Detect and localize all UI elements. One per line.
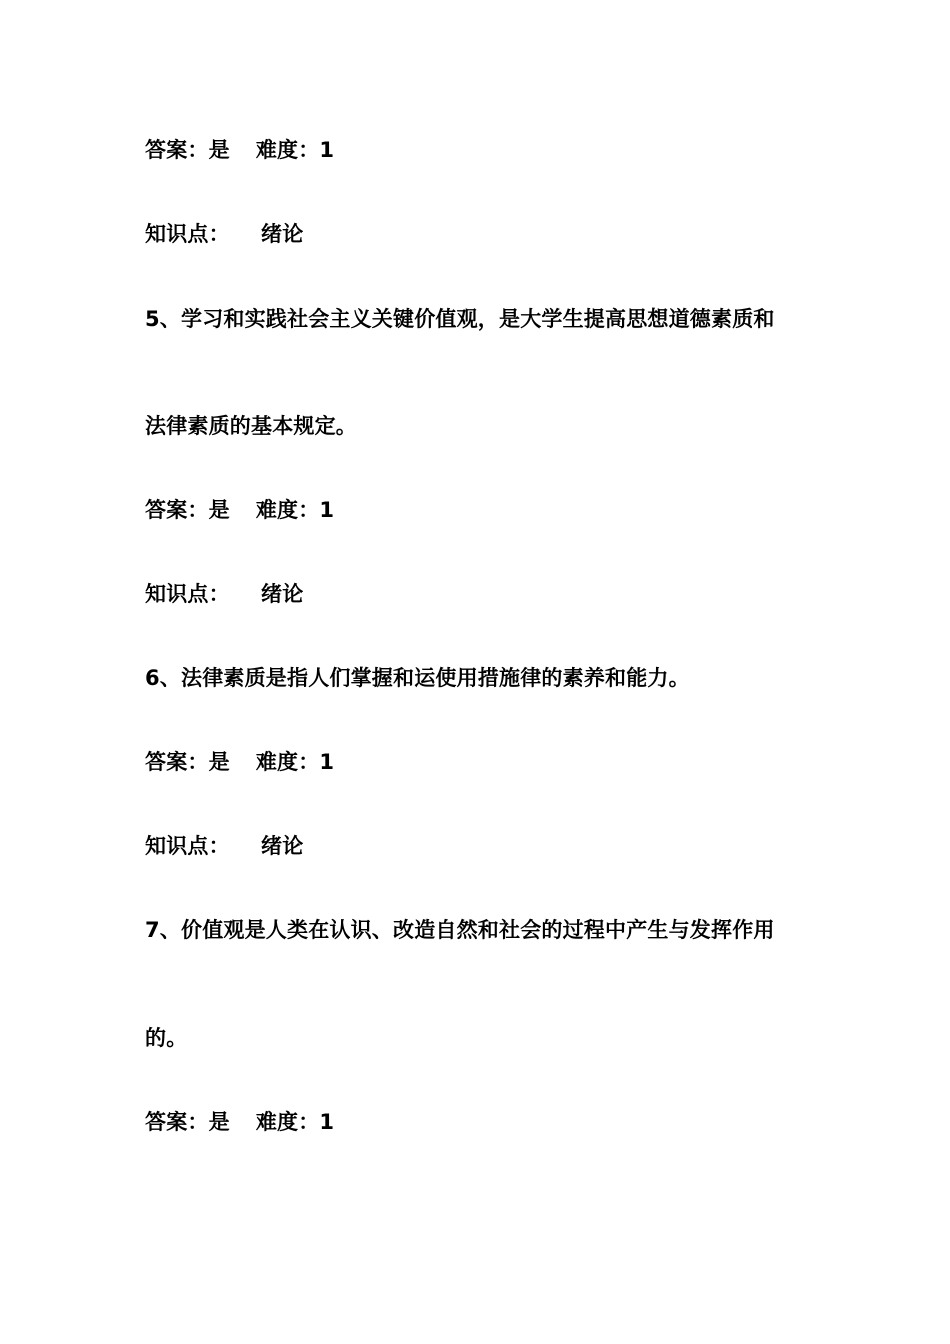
- answer-value: 是: [208, 498, 230, 522]
- difficulty-label: 难度：: [255, 1110, 320, 1134]
- answer-line: [145, 497, 334, 523]
- answer-line: [145, 1109, 334, 1135]
- question-text: 6、法律素质是指人们掌握和运使用措施律的素养和能力。: [145, 666, 690, 690]
- difficulty-label: 难度：: [255, 498, 320, 522]
- difficulty-value: 1: [319, 138, 335, 162]
- knowledge-point-label: 知识点：: [145, 222, 230, 246]
- answer-label: 答案：: [145, 498, 209, 522]
- difficulty-value: 1: [319, 750, 335, 774]
- difficulty-value: 1: [319, 1110, 335, 1134]
- answer-line: [145, 137, 334, 163]
- difficulty-label: 难度：: [255, 750, 320, 774]
- knowledge-point-line: [145, 833, 304, 859]
- answer-value: 是: [208, 138, 230, 162]
- knowledge-point-line: [145, 581, 304, 607]
- answer-value: 是: [208, 750, 230, 774]
- knowledge-point-label: 知识点：: [145, 582, 230, 606]
- knowledge-point-value: 绪论: [261, 582, 304, 606]
- answer-label: 答案：: [145, 750, 209, 774]
- knowledge-point-label: 知识点：: [145, 834, 230, 858]
- difficulty-value: 1: [319, 498, 335, 522]
- question-text-continued: 的。: [145, 1026, 188, 1050]
- answer-label: 答案：: [145, 138, 209, 162]
- knowledge-point-value: 绪论: [261, 834, 304, 858]
- difficulty-label: 难度：: [255, 138, 320, 162]
- question-text-continued: 法律素质的基本规定。: [145, 414, 357, 438]
- knowledge-point-value: 绪论: [261, 222, 304, 246]
- question-text: 7、价值观是人类在认识、改造自然和社会的过程中产生与发挥作用: [145, 918, 775, 942]
- answer-line: [145, 749, 334, 775]
- answer-value: 是: [208, 1110, 230, 1134]
- question-text: 5、学习和实践社会主义关键价值观，是大学生提高思想道德素质和: [145, 307, 775, 331]
- knowledge-point-line: [145, 221, 304, 247]
- answer-label: 答案：: [145, 1110, 209, 1134]
